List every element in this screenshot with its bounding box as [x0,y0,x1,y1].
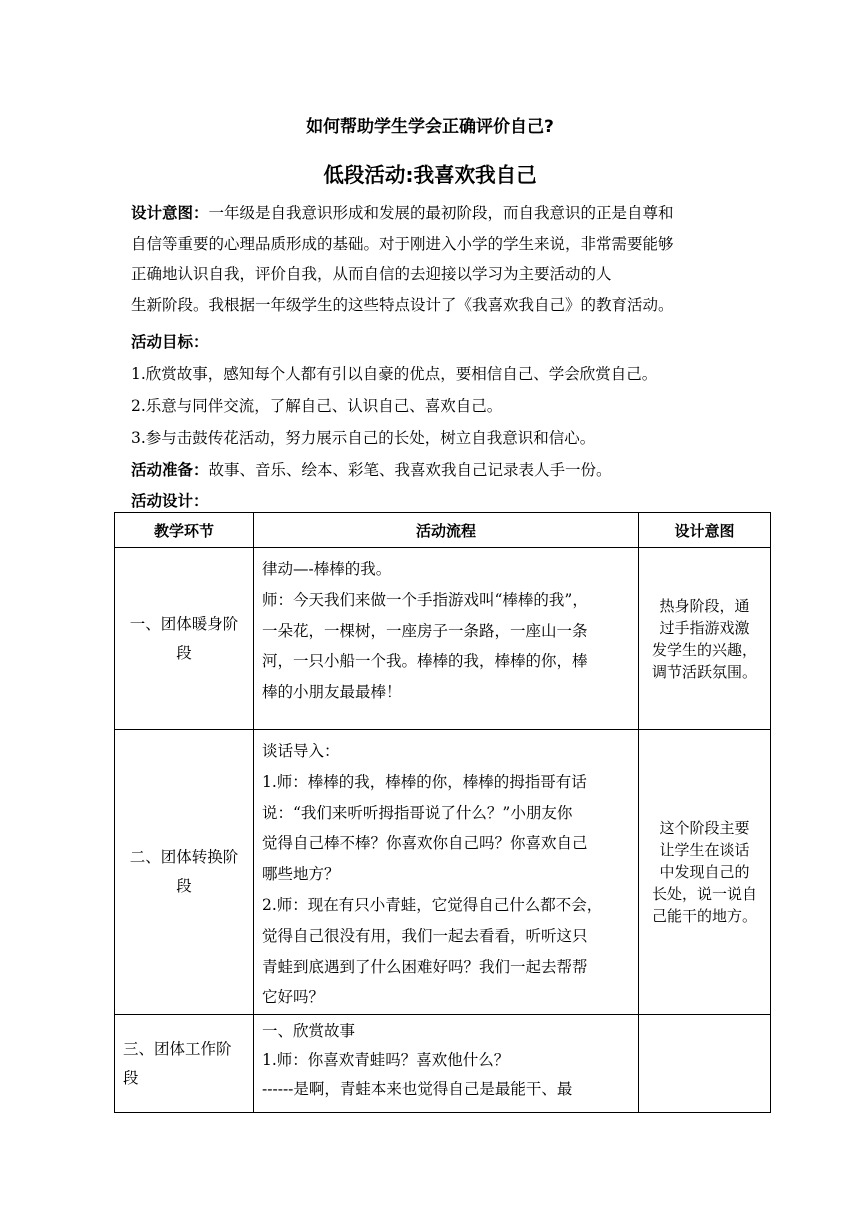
design-intent-line: 一年级是自我意识形成和发展的最初阶段，而自我意识的正是自尊和 [208,204,674,222]
intent-line: 发学生的兴趣， [651,640,757,659]
intent-line: 中发现自己的 [659,863,750,881]
flow-line: 觉得自己很没有用，我们一起去看看，听听这只 [262,926,588,945]
flow-line: 青蛙到底遇到了什么困难好吗？我们一起去帮帮 [262,957,588,976]
goals-label: 活动目标： [131,333,209,351]
preparation-label: 活动准备： [131,461,209,479]
goal-item: 2.乐意与同伴交流，了解自己、认识自己、喜欢自己。 [131,397,503,415]
table-header-row [115,513,771,548]
goal-item: 1.欣赏故事，感知每个人都有引以自豪的优点，要相信自己、学会欣赏自己。 [131,365,658,383]
table-row [115,1015,771,1113]
intent-line: 长处，说一说自 [651,885,757,903]
header-stage: 教学环节 [115,513,254,548]
intent-line: 己能干的地方。 [651,907,757,925]
stage-line: 一、团体暖身阶 [129,614,239,633]
flow-line: 1.师：你喜欢青蛙吗？喜欢他什么？ [262,1051,510,1069]
flow-line: 一朵花，一棵树，一座房子一条路，一座山一条 [262,621,588,640]
flow-line: 一、欣赏故事 [262,1022,356,1040]
design-label: 活动设计： [131,492,209,510]
flow-line: 觉得自己棒不棒？你喜欢你自己吗？你喜欢自己 [262,834,588,853]
stage-line: 二、团体转换阶 [129,848,239,866]
design-intent-line: 正确地认识自我，评价自我，从而自信的去迎接以学习为主要活动的人 [131,265,612,283]
activity-design-table [114,512,771,1113]
header-flow: 活动流程 [254,513,639,548]
flow-line: 它好吗？ [262,988,325,1007]
intent-line: 过手指游戏激 [659,618,750,637]
flow-cell [254,548,639,730]
stage-cell [115,548,254,730]
intent-cell [639,730,771,1015]
intent-line: 热身阶段，通 [659,596,750,615]
intent-cell [639,548,771,730]
table-row [115,548,771,730]
preparation-line [131,458,612,482]
flow-line: 哪些地方？ [262,865,340,884]
design-intent-line: 自信等重要的心理品质形成的基础。对于刚进入小学的学生来说，非常需要能够 [131,234,674,253]
preparation-text: 故事、音乐、绘本、彩笔、我喜欢我自己记录表人手一份。 [208,461,612,479]
flow-line: 2.师：现在有只小青蛙，它觉得自己什么都不会， [262,895,603,914]
stage-line: 段 [176,877,192,895]
goal-item: 3.参与击鼓传花活动，努力展示自己的长处，树立自我意识和信心。 [131,429,596,447]
design-intent-label: 设计意图： [131,204,209,222]
flow-cell [254,1015,639,1113]
design-intent-paragraph [131,198,751,320]
flow-line: 河，一只小船一个我。棒棒的我，棒棒的你，棒 [262,652,588,671]
intent-line: 调节活跃氛围。 [651,662,757,681]
flow-line: 棒的小朋友最最棒！ [262,683,402,702]
intent-line: 这个阶段主要 [659,819,750,837]
stage-line: 三、团体工作阶 [123,1039,232,1058]
intent-line: 让学生在谈话 [659,841,750,859]
flow-line: ------是啊，青蛙本来也觉得自己是最能干、最 [262,1080,573,1098]
intent-cell [639,1015,771,1113]
flow-line: 说：“我们来听听拇指哥说了什么？”小朋友你 [262,803,573,822]
stage-cell [115,1015,254,1113]
stage-line: 段 [123,1068,139,1087]
header-intent: 设计意图 [639,513,771,548]
flow-line: 律动—-棒棒的我。 [262,560,392,578]
flow-line: 1.师：棒棒的我，棒棒的你，棒棒的拇指哥有话 [262,772,587,791]
flow-line: 谈话导入： [262,742,340,760]
document-title: 如何帮助学生学会正确评价自己? [306,117,554,137]
flow-line: 师：今天我们来做一个手指游戏叫“棒棒的我”， [262,590,588,609]
stage-line: 段 [176,643,192,662]
stage-cell [115,730,254,1015]
design-intent-line: 生新阶段。我根据一年级学生的这些特点设计了《我喜欢我自己》的教育活动。 [131,295,674,314]
activity-title: 低段活动:我喜欢我自己 [323,163,537,187]
flow-cell [254,730,639,1015]
table-row [115,730,771,1015]
